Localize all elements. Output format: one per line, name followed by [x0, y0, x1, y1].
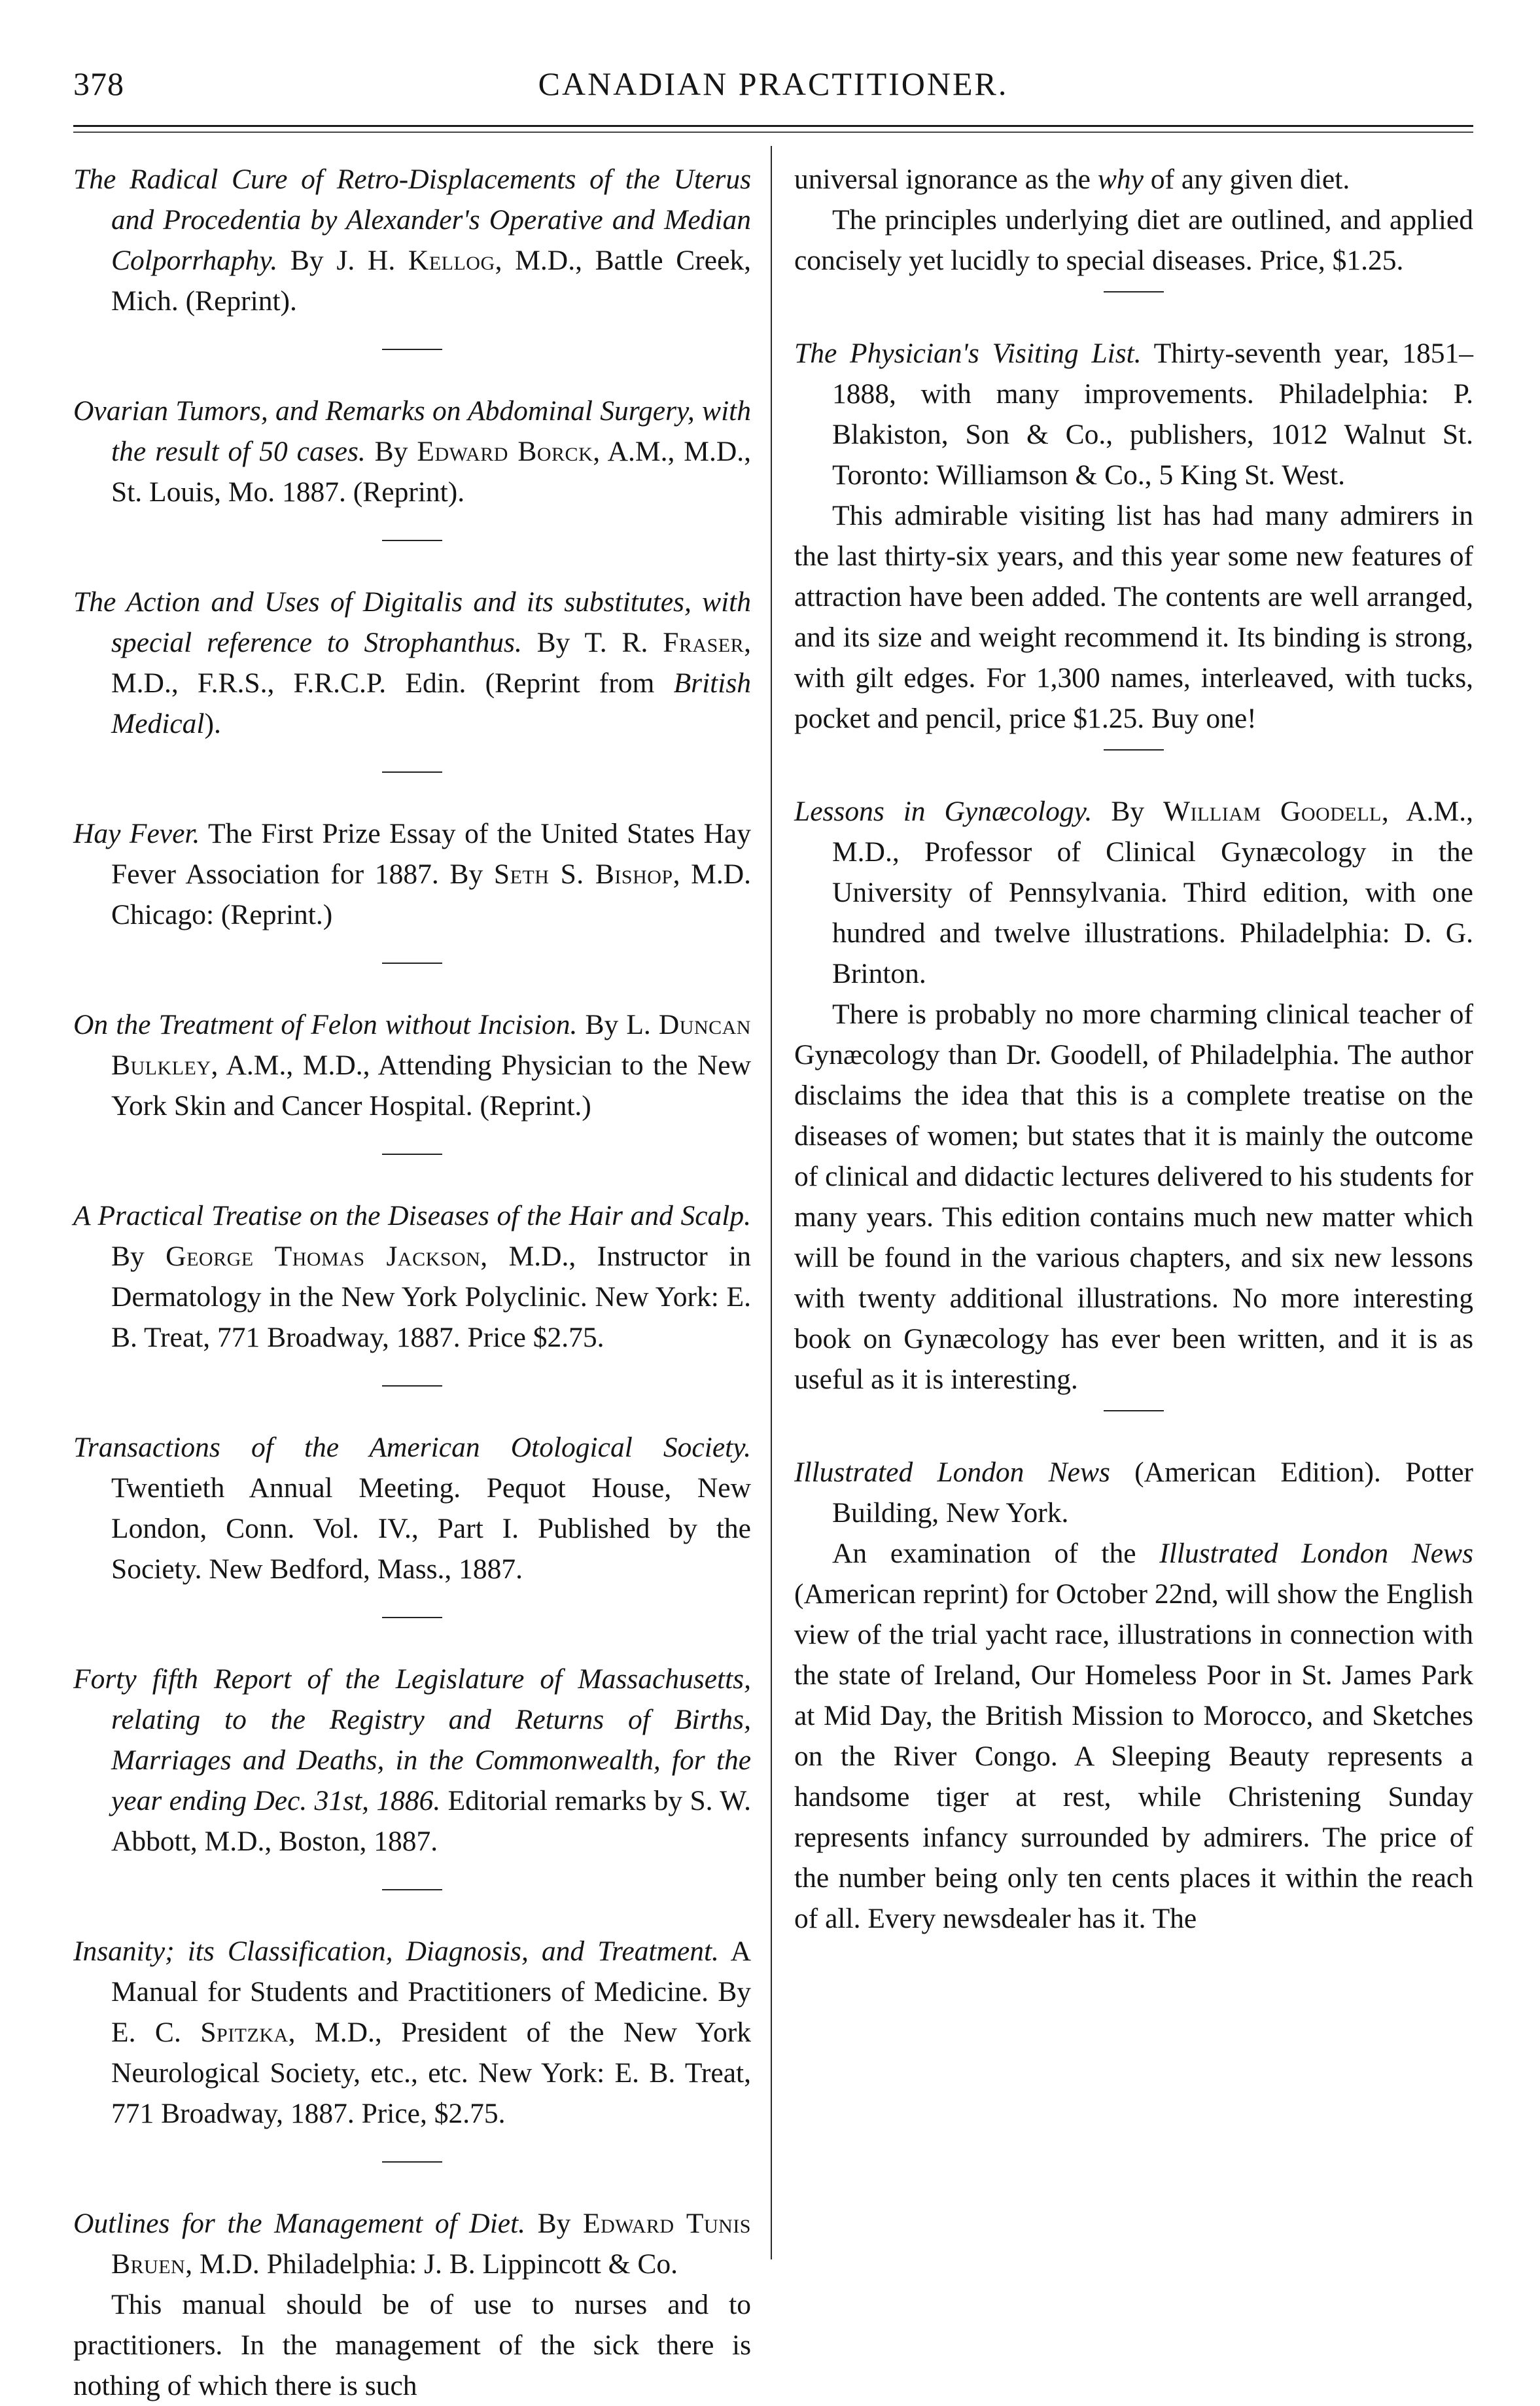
- column-divider: [771, 146, 772, 2259]
- separator-rule: [382, 1617, 442, 1618]
- separator-rule: [382, 1889, 442, 1890]
- separator-rule: [382, 349, 442, 350]
- book-title: Outlines for the Management of Diet.: [73, 2208, 526, 2239]
- separator-rule: [1104, 291, 1164, 292]
- book-title: The Physician's Visiting List.: [794, 338, 1142, 369]
- author-name: Seth S. Bishop: [493, 858, 673, 890]
- book-title: Lessons in Gynæcology.: [794, 796, 1093, 827]
- review-paragraph: This manual should be of use to nurses and to practitioners. In the management of the sick there is nothing of which there is such: [73, 2289, 751, 2401]
- page-number: 378: [73, 65, 124, 102]
- book-title: Ovarian Tumors, and Remarks on Abdominal Surgery, with the result of 50 cases.: [73, 395, 751, 467]
- book-title: Transactions of the American Otological Society.: [73, 1432, 751, 1463]
- book-notice: On the Treatment of Felon without Incision. By L. Duncan Bulkley, A.M., M.D., Attending Physician to the New York Skin and Cancer Hospital. (Reprint.): [73, 1009, 751, 1122]
- author-name: Kellog: [408, 245, 495, 276]
- source-title: British Medical: [111, 667, 751, 739]
- book-title: On the Treatment of Felon without Incision.: [73, 1009, 578, 1040]
- page-header: [73, 62, 1473, 121]
- separator-rule: [1104, 749, 1164, 751]
- review-paragraph: This admirable visiting list has had many admirers in the last thirty-six years, and this year some new features of attraction have been added. The contents are well arranged, and its size and weight recommend it. Its binding is strong, with gilt edges. For 1,300 names, interleaved, with tucks, pocket and pencil, price $1.25. Buy one!: [794, 500, 1473, 734]
- author-name: Spitzka: [200, 2017, 289, 2048]
- header-rule: [73, 125, 1473, 127]
- author-name: Duncan Bulkley: [111, 1009, 751, 1081]
- book-title: Illustrated London News: [794, 1457, 1110, 1488]
- header-rule-thin: [73, 132, 1473, 133]
- review-paragraph: There is probably no more charming clinical teacher of Gynæcology than Dr. Goodell, of Philadelphia. The author disclaims the idea that this is a complete treatise on the diseases of women; but states that it is mainly the outcome of clinical and didactic lectures delivered to his students for many years. This edition contains much new matter which will be found in the various chapters, and six new lessons with twenty additional illustrations. No more interesting book on Gynæcology has ever been written, and it is as useful as it is interesting.: [794, 999, 1473, 1395]
- separator-rule: [382, 1385, 442, 1387]
- separator-rule: [382, 771, 442, 773]
- journal-page: [73, 62, 1473, 2401]
- separator-rule: [382, 1154, 442, 1155]
- author-name: George Thomas Jackson: [166, 1241, 481, 1272]
- review-paragraph: The principles underlying diet are outlined, and applied concisely yet lucidly to special diseases. Price, $1.25.: [794, 204, 1473, 276]
- review-paragraph: An examination of the Illustrated London News (American reprint) for October 22nd, will show the English view of the trial yacht race, illustrations in connection with the state of Ireland, Our Homeless Poor in St. James Park at Mid Day, the British Mission to Morocco, and Sketches on the River Congo. A Sleeping Beauty represents a handsome tiger at rest, while Christening Sunday represents infancy surrounded by admirers. The price of the number being only ten cents places it within the reach of all. Every newsdealer has it. The: [794, 1538, 1473, 1934]
- book-title: The Radical Cure of Retro-Displacements of the Uterus and Procedentia by Alexander's Operative and Median Colporrhaphy.: [73, 164, 751, 276]
- book-notice: Forty fifth Report of the Legislature of Massachusetts, relating to the Registry and Returns of Births, Marriages and Deaths, in the Commonwealth, for the year ending Dec. 31st, 1886. Editorial remarks by S. W. Abbott, M.D., Boston, 1887.: [73, 1663, 752, 1857]
- book-notice: A Practical Treatise on the Diseases of the Hair and Scalp. By George Thomas Jackson, M.D., Instructor in Dermatology in the New York Polyclinic. New York: E. B. Treat, 771 Broadway, 1887. Price $2.75.: [73, 1200, 752, 1353]
- author-name: Edward Tunis Bruen: [111, 2208, 751, 2280]
- book-title: Forty fifth Report of the Legislature of Massachusetts, relating to the Registry and Returns of Births, Marriages and Deaths, in the Commonwealth, for the year ending Dec. 31st, 1886.: [73, 1663, 751, 1816]
- book-notice: Illustrated London News (American Edition). Potter Building, New York.: [794, 1457, 1473, 1529]
- book-title: Insanity; its Classification, Diagnosis, and Treatment.: [73, 1936, 719, 1967]
- book-notice: The Action and Uses of Digitalis and its substitutes, with special reference to Strophanthus. By T. R. Fraser, M.D., F.R.S., F.R.C.P. Edin. (Reprint from British Medical).: [73, 586, 751, 739]
- book-notice: The Radical Cure of Retro-Displacements of the Uterus and Procedentia by Alexander's Operative and Median Colporrhaphy. By J. H. Kellog, M.D., Battle Creek, Mich. (Reprint).: [73, 164, 752, 317]
- separator-rule: [382, 540, 442, 541]
- book-notice: The Physician's Visiting List. Thirty-seventh year, 1851–1888, with many improvements. Philadelphia: P. Blakiston, Son & Co., publishers, 1012 Walnut St. Toronto: Williamson & Co., 5 King St. West.: [794, 338, 1473, 491]
- book-title: The Action and Uses of Digitalis and its substitutes, with special reference to Strophanthus.: [73, 586, 751, 658]
- review-paragraph-continued: universal ignorance as the why of any given diet.: [794, 164, 1350, 195]
- separator-rule: [382, 963, 442, 964]
- book-notice: Outlines for the Management of Diet. By Edward Tunis Bruen, M.D. Philadelphia: J. B. Lippincott & Co.: [73, 2208, 751, 2280]
- book-notice: Ovarian Tumors, and Remarks on Abdominal Surgery, with the result of 50 cases. By Edward Borck, A.M., M.D., St. Louis, Mo. 1887. (Reprint).: [73, 395, 751, 508]
- left-column: [73, 159, 751, 2406]
- book-title: A Practical Treatise on the Diseases of the Hair and Scalp.: [73, 1200, 751, 1231]
- separator-rule: [382, 2161, 442, 2163]
- book-notice: Transactions of the American Otological Society. Twentieth Annual Meeting. Pequot House, New London, Conn. Vol. IV., Part I. Published by the Society. New Bedford, Mass., 1887.: [73, 1432, 751, 1585]
- author-name: William Goodell: [1163, 796, 1382, 827]
- book-notice: Insanity; its Classification, Diagnosis, and Treatment. A Manual for Students and Practitioners of Medicine. By E. C. Spitzka, M.D., President of the New York Neurological Society, etc., etc. New York: E. B. Treat, 771 Broadway, 1887. Price, $2.75.: [73, 1936, 752, 2129]
- author-name: Fraser: [663, 627, 744, 658]
- book-title: Hay Fever.: [73, 818, 200, 849]
- right-column: [794, 159, 1473, 1939]
- separator-rule: [1104, 1410, 1164, 1411]
- book-notice: Lessons in Gynæcology. By William Goodell, A.M., M.D., Professor of Clinical Gynæcology in the University of Pennsylvania. Third edition, with one hundred and twelve illustrations. Philadelphia: D. G. Brinton.: [794, 796, 1473, 989]
- running-head: CANADIAN PRACTITIONER.: [538, 65, 1009, 102]
- author-name: Edward Borck: [417, 436, 593, 467]
- book-notice: Hay Fever. The First Prize Essay of the United States Hay Fever Association for 1887. By Seth S. Bishop, M.D. Chicago: (Reprint.): [73, 818, 752, 930]
